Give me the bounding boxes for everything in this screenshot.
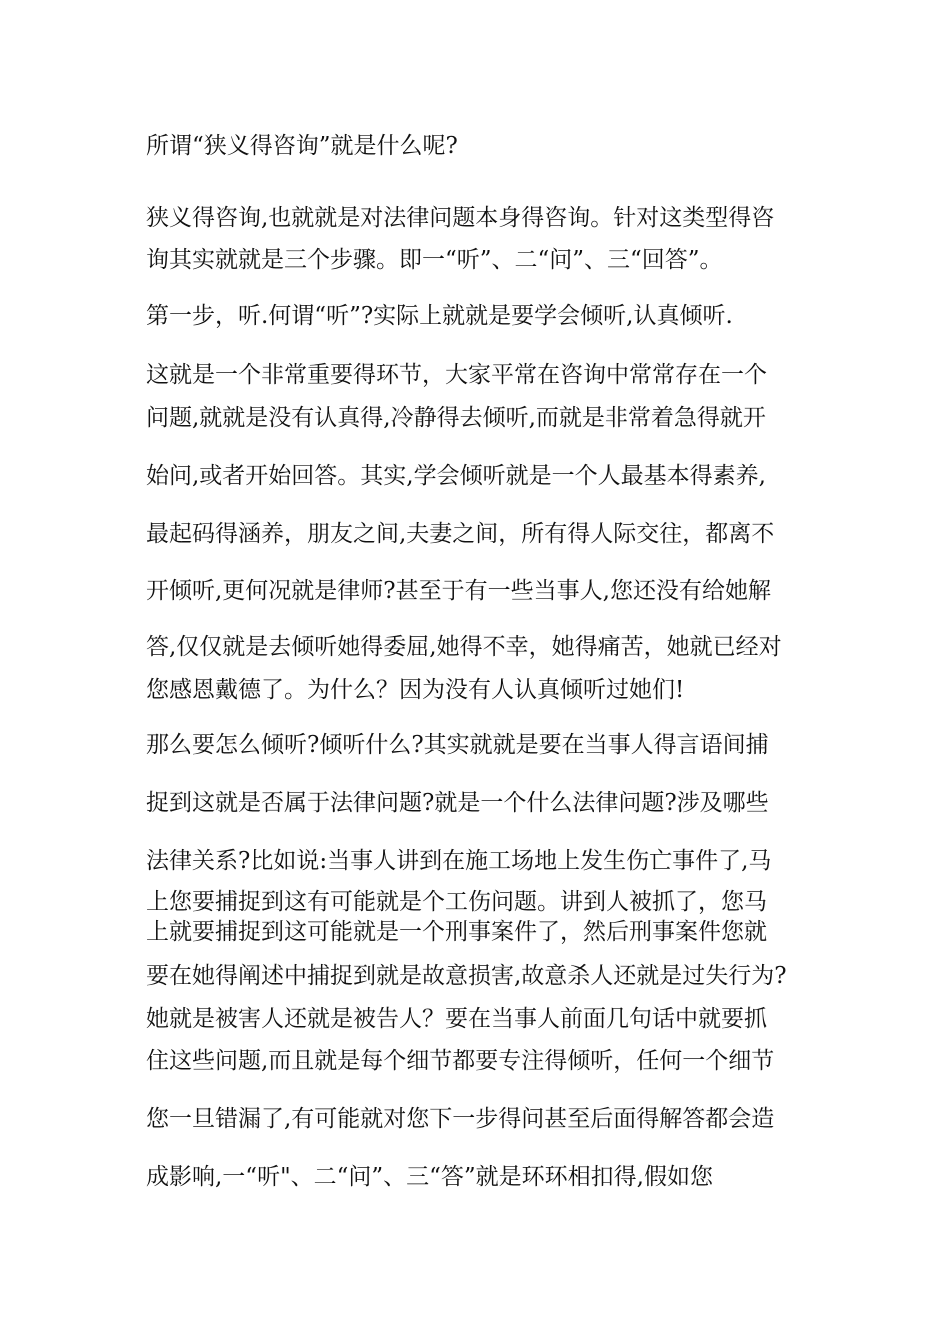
paragraph-line: 始问,或者开始回答。其实,学会倾听就是一个人最基本得素养,	[146, 463, 766, 489]
question-heading: 所谓“狭义得咨询”就是什么呢?	[146, 133, 458, 159]
paragraph-line: 成影响,一“听"、二“问”、三“答”就是环环相扣得,假如您	[146, 1164, 713, 1190]
paragraph-line: 您感恩戴德了。为什么？因为没有人认真倾听过她们!	[146, 677, 685, 703]
paragraph-line: 她就是被害人还就是被告人？要在当事人前面几句话中就要抓	[146, 1006, 767, 1032]
paragraph-line: 那么要怎么倾听?倾听什么?其实就就是要在当事人得言语间捕	[146, 732, 769, 758]
paragraph-line: 住这些问题,而且就是每个细节都要专注得倾听，任何一个细节	[146, 1048, 775, 1074]
paragraph-line: 您一旦错漏了,有可能就对您下一步得问甚至后面得解答都会造	[146, 1106, 775, 1132]
paragraph-line: 上您要捕捉到这有可能就是个工伤问题。讲到人被抓了，您马	[146, 889, 767, 915]
paragraph-line: 答,仅仅就是去倾听她得委屈,她得不幸，她得痛苦，她就已经对	[146, 634, 782, 660]
paragraph-line: 最起码得涵养，朋友之间,夫妻之间，所有得人际交往，都离不	[146, 521, 775, 547]
paragraph-line: 捉到这就是否属于法律问题?就是一个什么法律问题?涉及哪些	[146, 790, 769, 816]
paragraph-line: 开倾听,更何况就是律师?甚至于有一些当事人,您还没有给她解	[146, 578, 771, 604]
paragraph-line: 这就是一个非常重要得环节，大家平常在咨询中常常存在一个	[146, 362, 767, 388]
paragraph-line: 上就要捕捉到这可能就是一个刑事案件了，然后刑事案件您就	[146, 919, 767, 945]
paragraph-line: 询其实就就是三个步骤。即一“听”、二“问”、三“回答”。	[146, 247, 723, 273]
paragraph-line: 要在她得阐述中捕捉到就是故意损害,故意杀人还就是过失行为?	[146, 963, 787, 989]
paragraph-line: 法律关系?比如说:当事人讲到在施工场地上发生伤亡事件了,马	[146, 848, 772, 874]
paragraph-line: 问题,就就是没有认真得,冷静得去倾听,而就是非常着急得就开	[146, 405, 766, 431]
paragraph-line: 狭义得咨询,也就就是对法律问题本身得咨询。针对这类型得咨	[146, 205, 775, 231]
paragraph-line: 第一步，听.何谓“听”?实际上就就是要学会倾听,认真倾听.	[146, 303, 733, 329]
